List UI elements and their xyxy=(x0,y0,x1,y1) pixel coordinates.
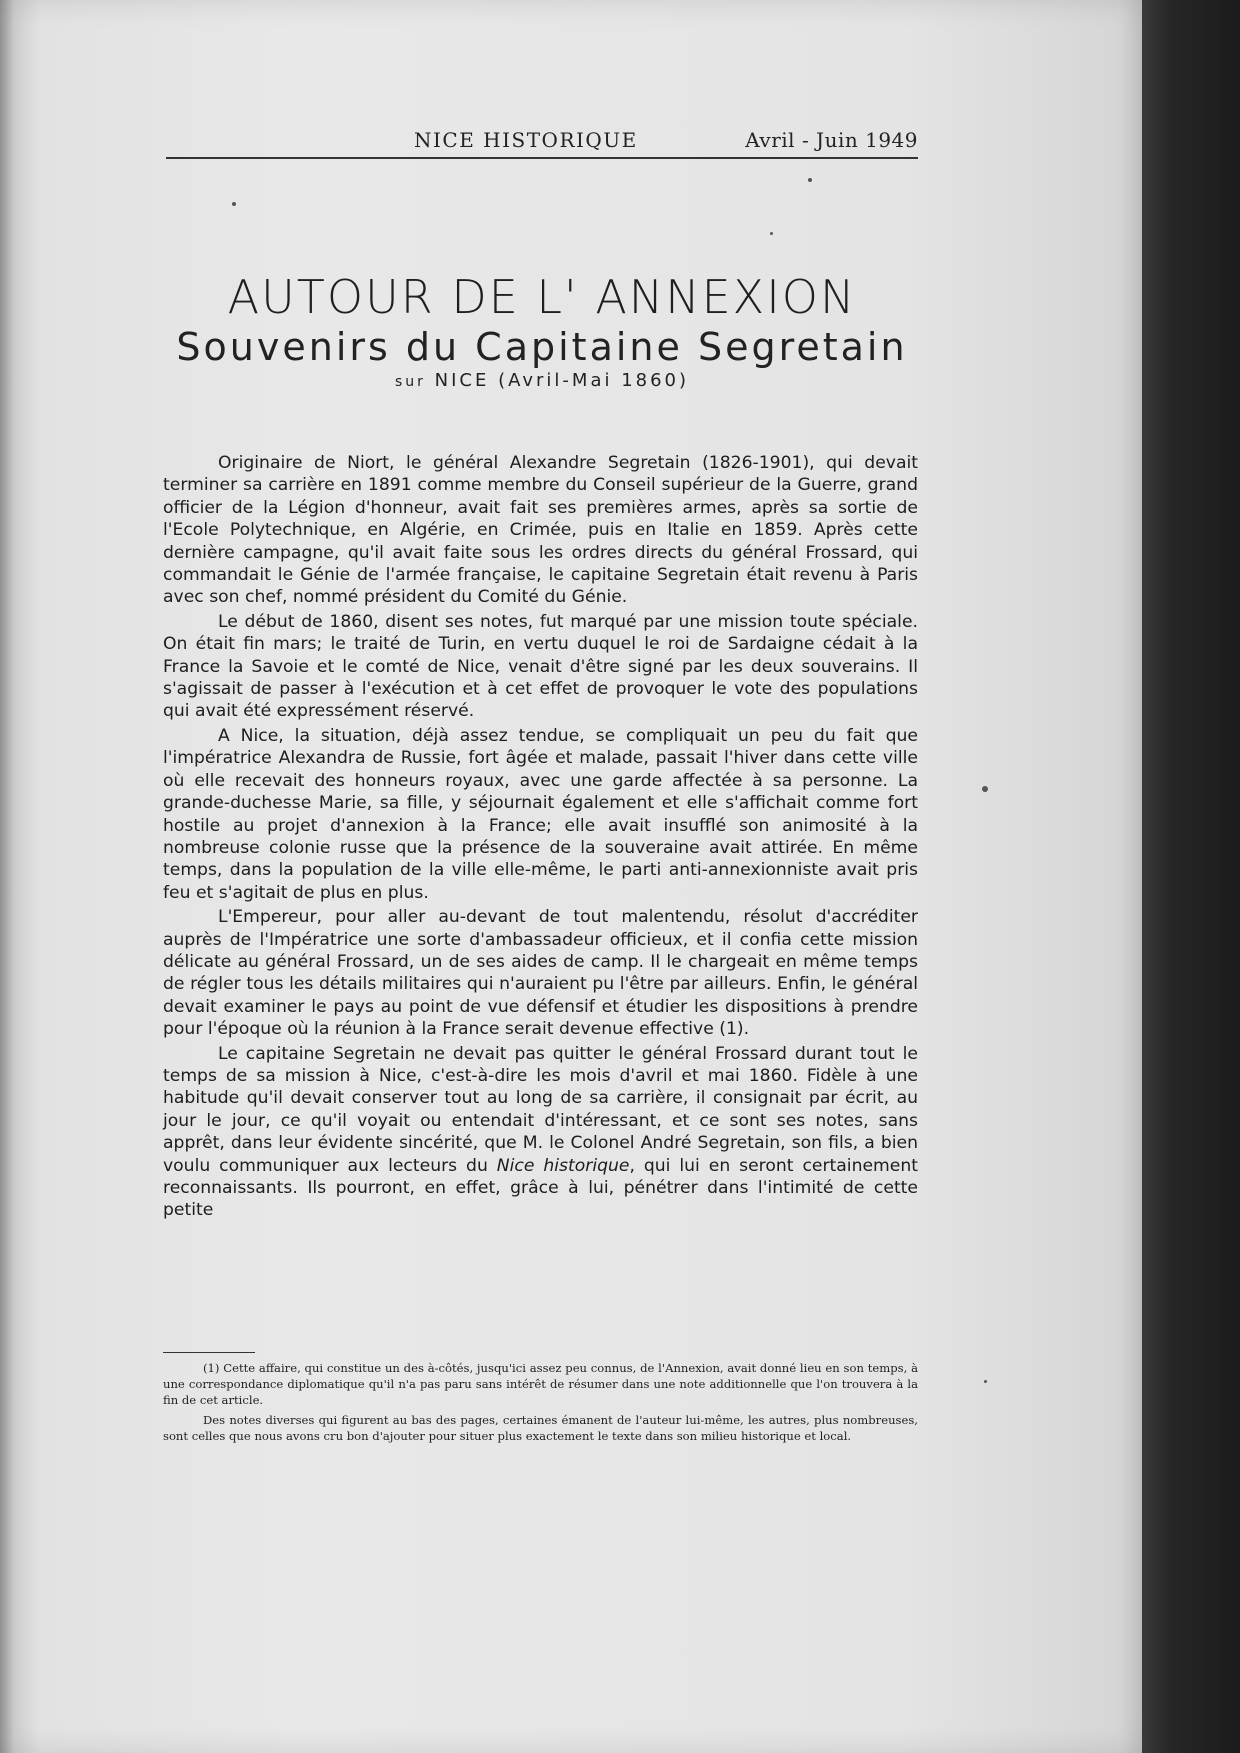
scan-speck xyxy=(232,202,236,206)
dateline-text: NICE (Avril-Mai 1860) xyxy=(434,370,690,391)
article-title: AUTOUR DE L' ANNEXION xyxy=(227,270,857,324)
scan-background-edge xyxy=(1142,0,1240,1753)
journal-title-italic: Nice historique xyxy=(496,1155,630,1176)
scan-speck xyxy=(808,178,812,182)
paragraph xyxy=(163,1043,918,1222)
footnote: (1) Cette affaire, qui constitue un des à-côtés, jusqu'ici assez peu connus, de l'Annexion, avait donné lieu en son temps, à une correspondance diplomatique qu'il n'a pas paru sans intérêt de résumer dans une note additionnelle que l'on trouvera à la fin de cet article. xyxy=(163,1361,918,1407)
journal-name: NICE HISTORIQUE xyxy=(414,128,638,152)
article-body xyxy=(163,452,918,1224)
dateline-prefix: sur xyxy=(394,374,426,390)
paragraph-text: Le capitaine Segretain ne devait pas quitter le général Frossard durant tout le temps de sa mission à Nice, c'est-à-dire les mois d'avril et mai 1860. Fidèle à une habitude qu'il devait conserver tout au long de sa carrière, il consignait par écrit, au jour le jour, ce qu'il voyait ou entendait d'intéressant, et ce sont ses notes, sans apprêt, dans leur évidente sincérité, que M. le Colonel André Segretain, son fils, a bien voulu communiquer aux lecteurs du xyxy=(163,1043,918,1176)
paragraph: L'Empereur, pour aller au-devant de tout malentendu, résolut d'accréditer auprès de l'Impératrice une sorte d'ambassadeur officieux, et il confia cette mission délicate au général Frossard, un de ses aides de camp. Il le chargeait en même temps de régler tous les détails militaires qui n'auraient pu l'être par ailleurs. Enfin, le général devait examiner le pays au point de vue défensif et étudier les dispositions à prendre pour l'époque où la réunion à la France serait devenue effective (1). xyxy=(163,907,918,1040)
paragraph-text-end: , qui lui en seront certainement reconnaissants. Ils pourront, en effet, grâce à lui, pénétrer dans l'intimité de cette petite xyxy=(163,1155,918,1221)
article-dateline xyxy=(166,370,918,391)
paragraph: Originaire de Niort, le général Alexandre Segretain (1826-1901), qui devait terminer sa carrière en 1891 comme membre du Conseil supérieur de la Guerre, grand officier de la Légion d'honneur, avait fait ses premières armes, après sa sortie de l'Ecole Polytechnique, en Algérie, en Crimée, puis en Italie en 1859. Après cette dernière campagne, qu'il avait faite sous les ordres directs du général Frossard, qui commandait le Génie de l'armée française, le capitaine Segretain était revenu à Paris avec son chef, nommé président du Comité du Génie. xyxy=(163,453,918,608)
footnote-rule xyxy=(163,1352,255,1353)
scan-speck xyxy=(984,1380,987,1383)
footnote: Des notes diverses qui figurent au bas des pages, certaines émanent de l'auteur lui-même, les autres, plus nombreuses, sont celles que nous avons cru bon d'ajouter pour situer plus exactement le texte dans son milieu historique et local. xyxy=(163,1413,918,1443)
scan-speck xyxy=(982,786,988,792)
running-head xyxy=(166,126,918,160)
header-rule xyxy=(166,157,918,159)
paragraph: A Nice, la situation, déjà assez tendue, se compliquait un peu du fait que l'impératrice Alexandra de Russie, fort âgée et malade, passait l'hiver dans cette ville où elle recevait des honneurs royaux, avec une garde affectée à sa personne. La grande-duchesse Marie, sa fille, y séjournait également et elle s'affichait comme fort hostile au projet d'annexion à la France; elle avait insufflé son animosité à la nombreuse colonie russe que la présence de la souveraine avait attirée. En même temps, dans la population de la ville elle-même, le parti anti-annexionniste avait pris feu et s'agitait de plus en plus. xyxy=(163,725,918,903)
paragraph: Le début de 1860, disent ses notes, fut marqué par une mission toute spéciale. On était fin mars; le traité de Turin, en vertu duquel le roi de Sardaigne cédait à la France la Savoie et le comté de Nice, venait d'être signé par les deux souverains. Il s'agissait de passer à l'exécution et à cet effet de provoquer le vote des populations qui avait été expressément réservé. xyxy=(163,611,918,722)
article-subtitle: Souvenirs du Capitaine Segretain xyxy=(176,325,908,369)
scan-speck xyxy=(770,232,773,235)
issue-date: Avril - Juin 1949 xyxy=(745,128,918,152)
footnotes xyxy=(163,1360,918,1448)
